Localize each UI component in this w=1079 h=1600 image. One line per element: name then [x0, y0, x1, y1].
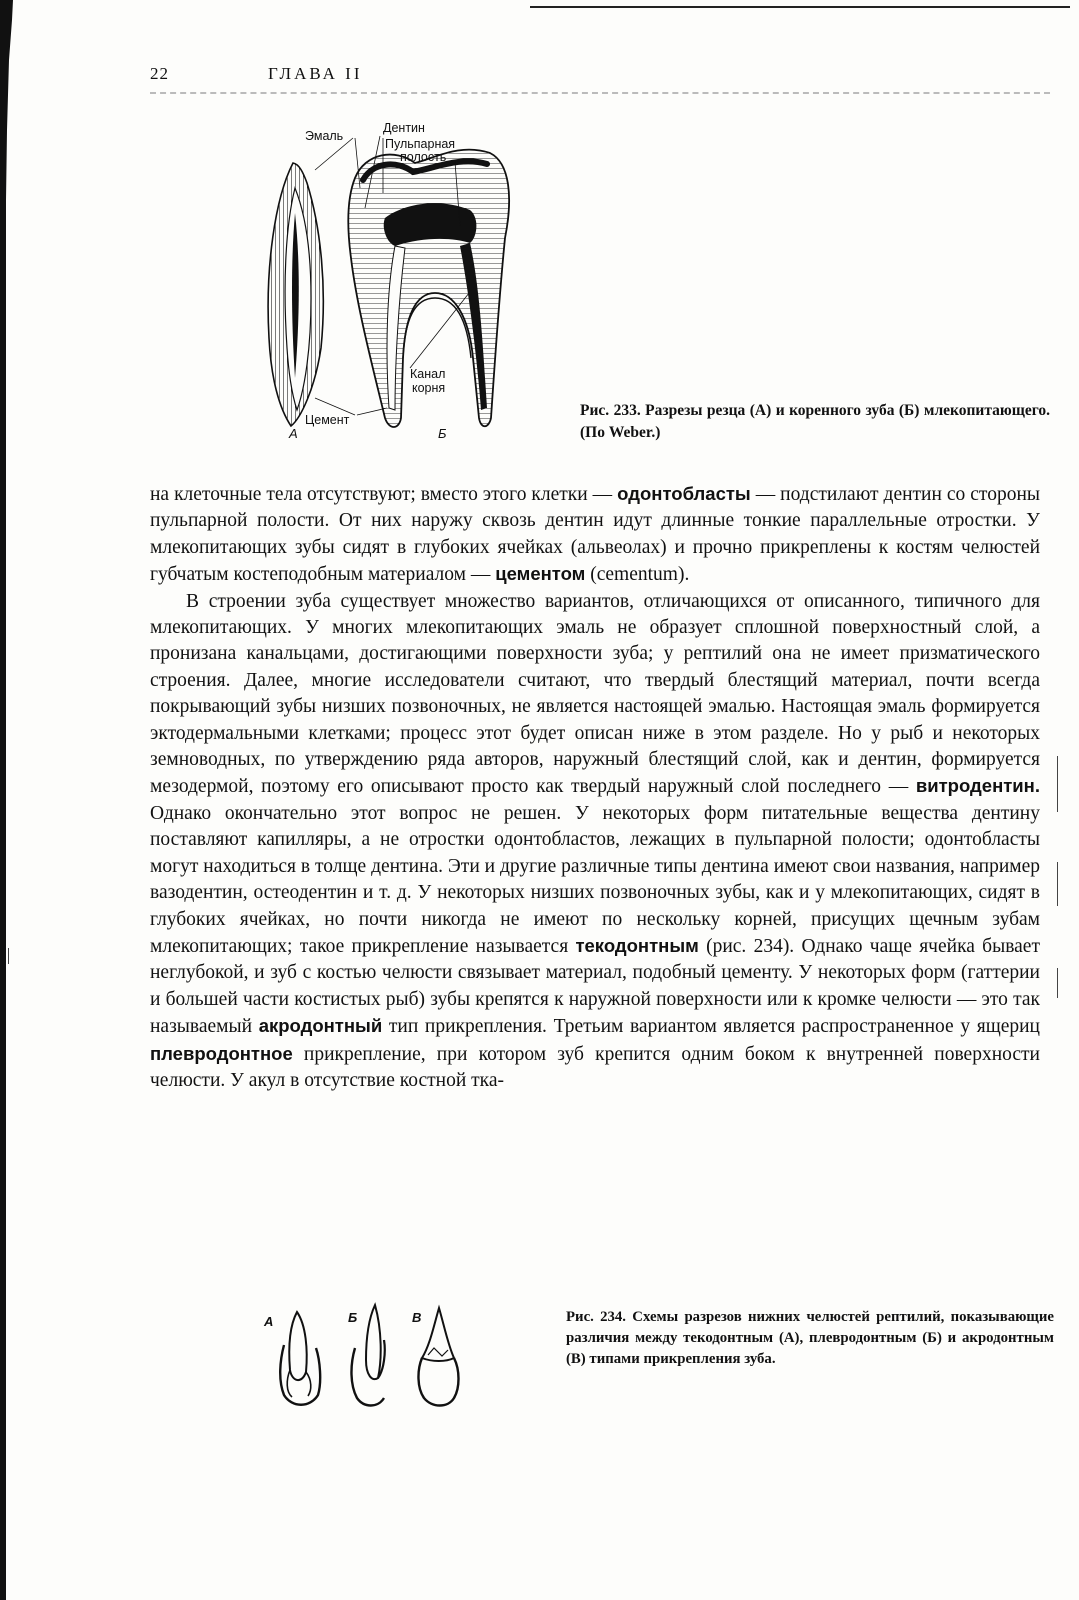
figure-233-caption-label: Рис. 233. — [580, 402, 641, 419]
body-text — [150, 481, 1040, 1094]
p1-text-1: на клеточные тела отсутствуют; вместо этого клетки — — [150, 484, 618, 505]
jaw-section-drawing — [262, 1300, 472, 1410]
figure-233-caption-text: Разрезы резца (А) и коренного зуба (Б) млекопитающего. (По Weber.) — [580, 402, 1051, 441]
term-vitrodentin: витродентин. — [915, 775, 1040, 797]
label-letter-b: Б — [438, 426, 447, 441]
label-letter-v: В — [412, 1310, 422, 1325]
figure-234-caption — [566, 1307, 1054, 1370]
term-cement: цементом — [495, 563, 586, 585]
margin-mark — [1057, 862, 1058, 906]
label-cement: Цемент — [305, 413, 350, 427]
margin-mark — [8, 948, 9, 964]
label-letter-b: Б — [348, 1310, 358, 1325]
term-odontoblasts: одонтобласты — [617, 483, 751, 504]
p1-text-3: (cementum). — [585, 564, 690, 586]
label-letter-a: А — [264, 1314, 274, 1329]
label-root-canal-line2: корня — [412, 381, 446, 395]
scan-left-edge — [0, 0, 14, 1600]
label-root-canal-line1: Канал — [410, 367, 446, 381]
chapter-title: ГЛАВА II — [268, 64, 363, 83]
figure-233-caption — [580, 400, 1050, 444]
paragraph-2 — [150, 589, 1040, 1095]
top-border-line — [530, 6, 1070, 8]
tooth-section-drawing — [255, 118, 540, 453]
label-letter-a: А — [289, 426, 298, 441]
p2-text-5: прикрепление, при котором зуб крепится одним боком к внутренней поверхности челюсти. У акул в отсутствие костной тка- — [150, 1043, 1040, 1091]
label-pulp-cavity-line2: полость — [400, 150, 447, 164]
term-pleurodont: плевродонтное — [150, 1042, 293, 1064]
p2-text-2: Однако окончательно этот вопрос не решен. У некоторых форм питательные вещества дентину поставляют капилляры, а не отростки одонтобластов, лежащих в пульпарной полости; одонтобласты могут находиться в толще дентина. Эти и другие различные типы дентина имеют свои названия, например вазодентин, остеодентин и т. д. У некоторых низших позвоночных зубы, как и у млекопитающих, сидят в глубоких ячейках, но почти никогда не имеют по нескольку корней, присущих щечным зубам млекопитающих; такое прикрепление называется — [150, 802, 1040, 957]
margin-mark — [1057, 968, 1058, 998]
p1-text-2: — подстилают дентин со стороны пульпарной полости. От них наружу сквозь дентин идут длинные тонкие параллельные отростки. У млекопитающих зубы сидят в глубоких ячейках (альвеолах) и прочно прикреплены к костям челюстей губчатым костеподобным материалом — — [150, 484, 1040, 586]
thecodont-jaw — [280, 1312, 320, 1405]
label-dentin: Дентин — [383, 121, 425, 135]
figure-234-jaw-sections — [262, 1300, 472, 1410]
term-thecodont: текодонтным — [575, 934, 699, 956]
term-acrodont: акродонтный — [258, 1015, 383, 1037]
label-pulp-cavity-line1: Пульпарная — [385, 137, 456, 151]
figure-233-tooth-sections — [255, 118, 540, 453]
p2-text-4: тип прикрепления. Третьим вариантом является распространенное у ящериц — [382, 1016, 1040, 1038]
acrodont-jaw — [418, 1308, 458, 1406]
figure-234-caption-label: Рис. 234. — [566, 1309, 626, 1325]
incisor-section — [268, 163, 323, 426]
figure-234-caption-text: Схемы разрезов нижних челюстей рептилий, показывающие различия между текодонтным (А), плевродонтным (Б) и акродонтным (В) типами прикрепления зуба. — [566, 1309, 1054, 1367]
p2-text-3: (рис. 234). Однако чаще ячейка бывает неглубокой, и зуб с костью челюсти связывает материал, подобный цементу. У некоторых форм (гаттерии и большей части костистых рыб) зубы крепятся к наружной поверхности или к кромке челюсти — это так называемый — [150, 935, 1040, 1038]
page-number: 22 — [150, 64, 169, 83]
header-rule — [150, 92, 1050, 96]
running-head — [150, 64, 1010, 90]
label-enamel: Эмаль — [305, 129, 344, 143]
paragraph-1 — [150, 481, 1040, 589]
p2-text-1: В строении зуба существует множество вариантов, отличающихся от описанного, типичного для млекопитающих. У многих млекопитающих эмаль не образует сплошной поверхностный слой, а пронизана канальцами, достигающими поверхности зуба; у рептилий она не имеет призматического строения. Далее, многие исследователи считают, что твердый блестящий материал, почти всегда покрывающий зубы низших позвоночных, не является настоящей эмалью. Настоящая эмаль формируется эктодермальными клетками; процесс этот будет описан ниже в этом разделе. Но у рыб и некоторых земноводных, по утверждению ряда авторов, наружный блестящий слой, как и дентин, формируется мезодермой, поэтому его описывают просто как твердый наружный слой последнего — — [150, 590, 1040, 798]
margin-mark — [1057, 756, 1058, 812]
